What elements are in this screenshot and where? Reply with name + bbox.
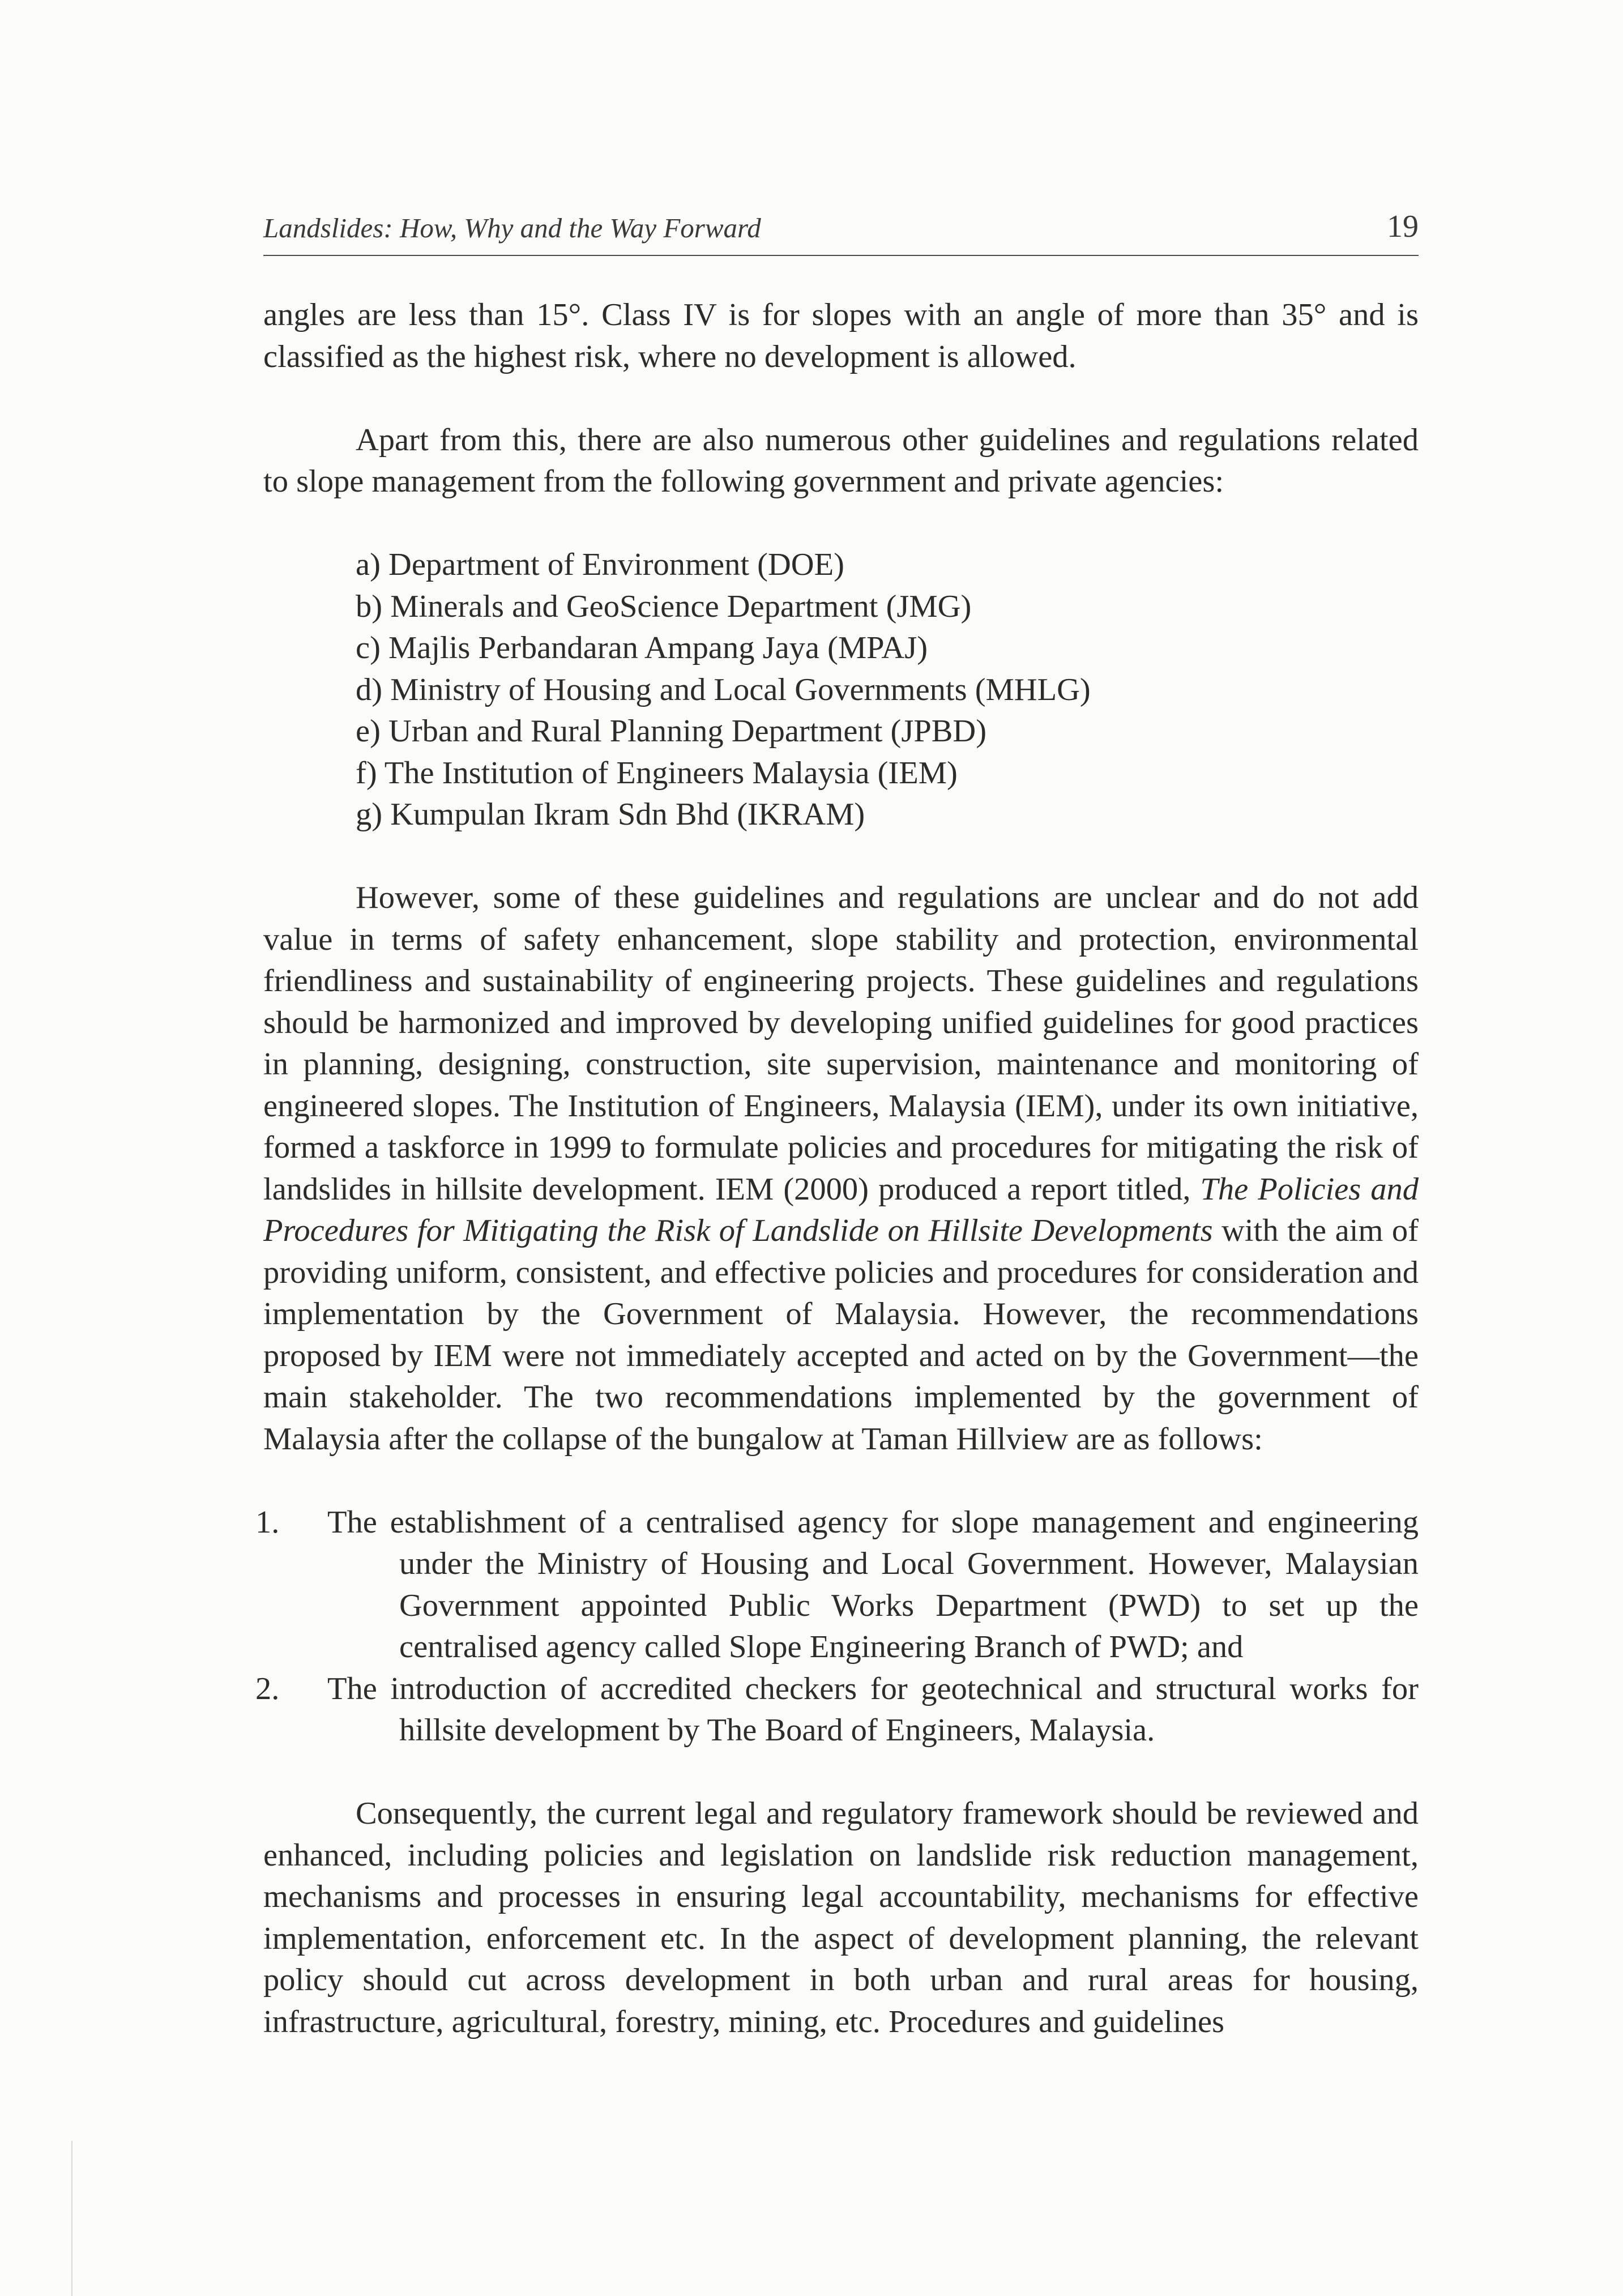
agency-list xyxy=(263,544,1419,836)
paragraph-guidelines-text-b: with the aim of providing uniform, consistent, and effective policies and procedures for consideration and implementation by the Government of Malaysia. However, the recommendations proposed by IEM were not immediately accepted and acted on by the Government—the main stakeholder. The two recommendations implemented by the government of Malaysia after the collapse of the bungalow at Taman Hillview are as follows: xyxy=(263,1213,1419,1457)
recommendation-text: The establishment of a centralised agency for slope management and engineering under the Ministry of Housing and Local Government. However, Malaysian Government appointed Public Works Department (PWD) to set up the centralised agency called Slope Engineering Branch of PWD; and xyxy=(327,1504,1419,1665)
agency-item: c) Majlis Perbandaran Ampang Jaya (MPAJ) xyxy=(356,630,928,665)
agency-item: f) The Institution of Engineers Malaysia (IEM) xyxy=(356,755,958,791)
paragraph-framework: Consequently, the current legal and regulatory framework should be reviewed and enhanced, including policies and legislation on landslide risk reduction management, mechanisms and processes in ensuring legal accountability, mechanisms for effective implementation, enforcement etc. In the aspect of development planning, the relevant policy should cut across development in both urban and rural areas for housing, infrastructure, agricultural, forestry, mining, etc. Procedures and guidelines xyxy=(263,1796,1419,2039)
agency-item: g) Kumpulan Ikram Sdn Bhd (IKRAM) xyxy=(356,797,865,832)
body-text xyxy=(255,295,1419,2043)
paragraph-guidelines xyxy=(263,877,1419,1460)
paragraph-guidelines-text-a: However, some of these guidelines and regulations are unclear and do not add value in terms of safety enhancement, slope stability and protection, environmental friendliness and sustainability of engineering projects. These guidelines and regulations should be harmonized and improved by developing unified guidelines for good practices in planning, designing, construction, site supervision, maintenance and monitoring of engineered slopes. The Institution of Engineers, Malaysia (IEM), under its own initiative, formed a taskforce in 1999 to formulate policies and procedures for mitigating the risk of landslides in hillsite development. IEM (2000) produced a report titled, xyxy=(263,880,1419,1207)
page-number: 19 xyxy=(1387,209,1419,244)
agency-item: a) Department of Environment (DOE) xyxy=(356,547,844,582)
report-title: The Policies and Procedures for Mitigating the Risk of Landslide on Hillsite Developments xyxy=(263,1171,1419,1248)
paragraph-agencies-intro: Apart from this, there are also numerous other guidelines and regulations related to slope management from the following government and private agencies: xyxy=(263,422,1419,499)
recommendation-list xyxy=(255,1502,1419,1752)
page-edge-line xyxy=(71,2141,72,2296)
paragraph-continuation: angles are less than 15°. Class IV is for slopes with an angle of more than 35° and is classified as the highest risk, where no development is allowed. xyxy=(263,297,1419,374)
running-title: Landslides: How, Why and the Way Forward xyxy=(263,212,761,244)
recommendation-text: The introduction of accredited checkers for geotechnical and structural works for hillsite development by The Board of Engineers, Malaysia. xyxy=(327,1671,1419,1748)
recommendation-item: 2. The introduction of accredited checkers for geotechnical and structural works for hillsite development by The Board of Engineers, Malaysia. xyxy=(255,1671,1419,1748)
agency-item: b) Minerals and GeoScience Department (JMG) xyxy=(356,588,972,624)
agency-item: d) Ministry of Housing and Local Governments (MHLG) xyxy=(356,672,1091,707)
running-header xyxy=(263,204,1419,256)
recommendation-item: 1. The establishment of a centralised agency for slope management and engineering under the Ministry of Housing and Local Government. However, Malaysian Government appointed Public Works Department (PWD) to set up the centralised agency called Slope Engineering Branch of PWD; and xyxy=(255,1504,1419,1665)
agency-item: e) Urban and Rural Planning Department (JPBD) xyxy=(356,714,987,749)
